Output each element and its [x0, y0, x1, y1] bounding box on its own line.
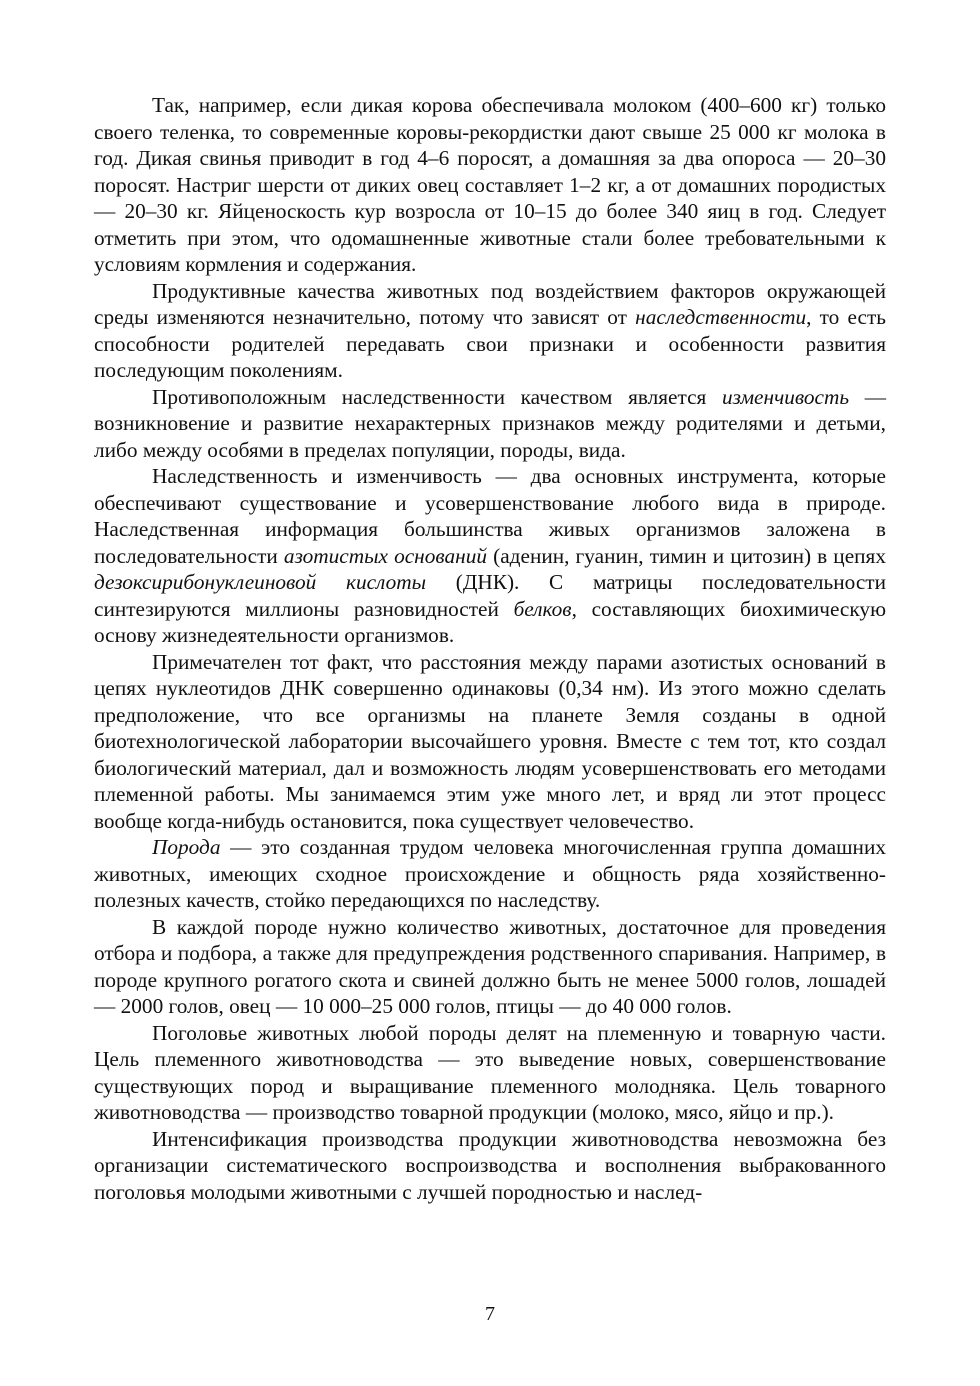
paragraph	[94, 1126, 886, 1206]
text-run: Противоположным наследственности качеством является	[152, 384, 723, 409]
italic-term: азотистых оснований	[283, 543, 488, 568]
document-page	[94, 92, 886, 1205]
text-run: (ДНК). С матрицы последовательности синтезируются миллионы разновидностей	[94, 570, 886, 621]
italic-term: белков	[513, 596, 572, 621]
text-run: Так, например, если дикая корова обеспечивала молоком (400–600 кг) только своего теленка, то современные коровы-рекордистки дают свыше 25 000 кг молока в год. Дикая свинья приводит в год 4–6 поросят, а домашняя за два опороса — 20–30 поросят. Настриг шерсти от диких овец составляет 1–2 кг, а от домашних породистых — 20–30 кг. Яйценоскость кур возросла от 10–15 до более 340 яиц в год. Следует отметить при этом, что одомашненные животные стали более требовательными к условиям кормления и содержания.	[94, 93, 886, 276]
italic-term: наследственности	[635, 305, 807, 329]
text-run: Поголовье животных любой породы делят на племенную и товарную части. Цель племенного животноводства — это выведение новых, совершенствование существующих пород и выращивание племенного молодняка. Цель товарного животноводства — производство товарной продукции (молоко, мясо, яйцо и пр.).	[94, 1020, 886, 1124]
text-run: , то есть способности родителей передавать свои признаки и особенности развития последующим поколениям.	[94, 305, 886, 382]
text-run: Интенсификация производства продукции животноводства невозможна без организации систематического воспроизводства и восполнения выбракованного поголовья молодыми животными с лучшей породностью и наслед-	[94, 1126, 886, 1204]
text-run: — это созданная трудом человека многочисленная группа домашних животных, имеющих сходное происхождение и общность ряда хозяйственно-полезных качеств, стойко передающихся по наследству.	[94, 835, 886, 912]
text-run: , составляющих биохимическую основу жизнедеятельности организмов.	[94, 596, 886, 647]
paragraph	[94, 649, 886, 835]
paragraph	[94, 914, 886, 1020]
italic-term: дезоксирибонуклеиновой кислоты	[94, 570, 427, 594]
text-run: — возникновение и развитие нехарактерных признаков между родителями и детьми, либо между особями в пределах популяции, породы, вида.	[94, 384, 887, 462]
paragraph	[94, 92, 886, 278]
page-number: 7	[485, 1303, 495, 1325]
paragraph	[94, 278, 886, 384]
text-run: Наследственность и изменчивость — два основных инструмента, которые обеспечивают существование и усовершенствование любого вида в природе. Наследственная информация большинства живых организмов заложена в последовательности	[94, 464, 886, 568]
text-run: В каждой породе нужно количество животных, достаточное для проведения отбора и подбора, а также для предупреждения родственного спаривания. Например, в породе крупного рогатого скота и свиней должно быть не менее 5000 голов, лошадей — 2000 голов, овец — 10 000–25 000 голов, птицы — до 40 000 голов.	[94, 914, 886, 1018]
text-run: Продуктивные качества животных под воздействием факторов окружающей среды изменяются незначительно, потому что зависят от	[94, 278, 886, 329]
text-run: Примечателен тот факт, что расстояния между парами азотистых оснований в цепях нуклеотидов ДНК совершенно одинаковы (0,34 нм). Из этого можно сделать предположение, что все организмы на планете Земля созданы в одной биотехнологической лаборатории высочайшего уровня. Вместе с тем тот, кто создал биологический материал, дал и возможность людям усовершенствовать его методами племенной работы. Мы занимаемся этим уже много лет, и вряд ли этот процесс вообще когда-нибудь остановится, пока существует человечество.	[94, 649, 886, 833]
paragraph	[94, 834, 886, 914]
italic-term: изменчивость	[722, 384, 850, 409]
text-run: (аденин, гуанин, тимин и цитозин) в цепях	[487, 543, 886, 568]
italic-term: Порода	[152, 835, 221, 859]
paragraph	[94, 384, 886, 464]
paragraph	[94, 463, 886, 649]
paragraph	[94, 1020, 886, 1126]
